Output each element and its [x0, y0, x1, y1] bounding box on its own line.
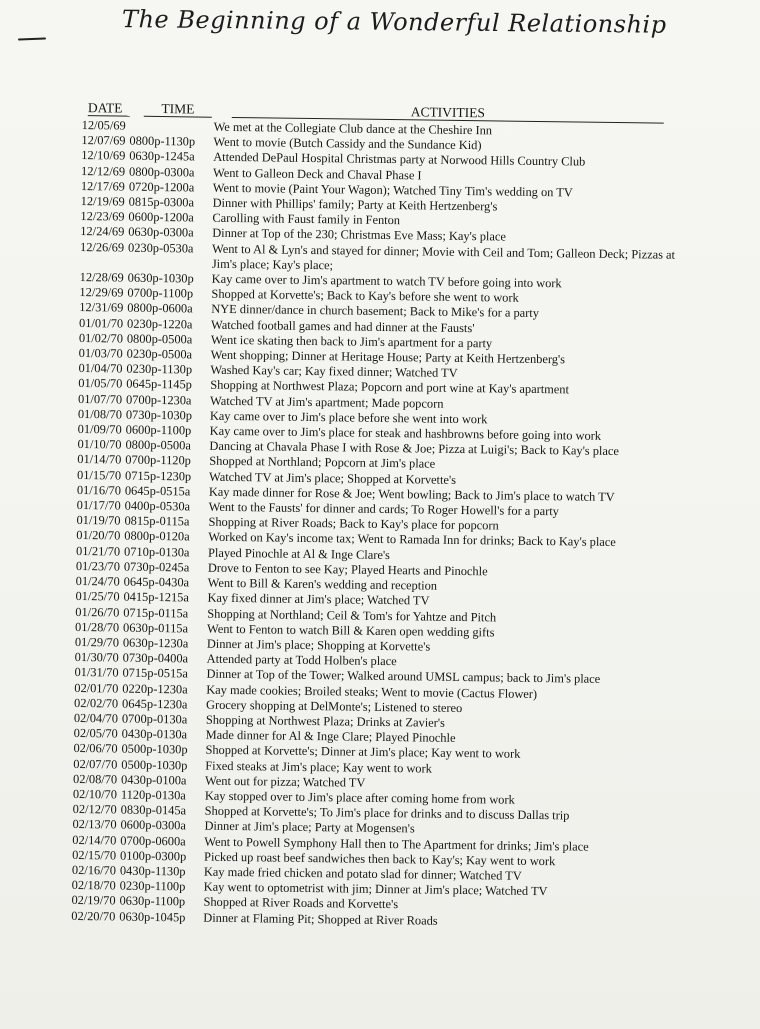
row-activity: NYE dinner/dance in church basement; Back to Mike's for a party: [211, 302, 540, 321]
row-date: 01/30/70: [74, 650, 119, 665]
row-time: 0715p-0115a: [123, 605, 189, 620]
row-activity: Went out for pizza; Watched TV: [205, 773, 366, 790]
row-time: 0700p-1230a: [125, 392, 192, 408]
row-date: 01/29/70: [74, 634, 120, 650]
row-date: 01/14/70: [77, 452, 122, 468]
row-time: 0800p-0500a: [125, 437, 191, 453]
row-activity: Went to movie (Butch Cassidy and the Sundance Kid): [213, 134, 482, 153]
row-activity: Shopped at River Roads and Korvette's: [203, 895, 399, 912]
row-time: 0645p-0515a: [124, 483, 191, 499]
row-time: 0645p-0430a: [123, 574, 190, 590]
row-date: 01/26/70: [75, 604, 120, 620]
row-date: 12/10/69: [81, 148, 126, 163]
row-date: 02/10/70: [72, 786, 118, 802]
row-date: 12/19/69: [80, 194, 125, 209]
row-activity: Went ice skating then back to Jim's apartment for a party: [210, 332, 493, 351]
row-date: 02/01/70: [74, 680, 119, 696]
row-activity: Dinner at Top of the Tower; Walked around UMSL campus; back to Jim's place: [206, 666, 601, 687]
row-activity: Watched TV at Jim's place; Shopped at Korvette's: [208, 469, 457, 487]
row-time: 0630p-0300a: [128, 225, 194, 240]
row-date: 01/17/70: [76, 498, 121, 513]
row-date: 01/19/70: [76, 513, 121, 528]
row-date: 01/02/70: [78, 330, 124, 346]
row-activity: Kay went to optometrist with jim; Dinner at Jim's place; Watched TV: [203, 879, 548, 899]
row-time: 0415p-1215a: [123, 589, 189, 605]
pen-dash-mark: [18, 38, 46, 41]
row-activity: Shopping at Northwest Plaza; Popcorn and port wine at Kay's apartment: [210, 378, 570, 397]
row-activity: Kay made cookies; Broiled steaks; Went to movie (Cactus Flower): [206, 682, 538, 701]
row-date: 02/18/70: [71, 878, 116, 893]
row-time: 0230p-1130p: [126, 361, 193, 377]
row-activity: Shopped at Korvette's; Back to Kay's before she went to work: [211, 286, 519, 305]
row-activity: Went to Galleon Deck and Chaval Phase I: [212, 165, 422, 183]
row-activity: Shopping at Northwest Plaza; Drinks at Zavier's: [205, 712, 445, 730]
row-activity: Dinner at Jim's place; Party at Mogensen's: [204, 819, 415, 836]
row-date: 02/16/70: [71, 862, 117, 878]
row-activity: Played Pinochle at Al & Inge Clare's: [207, 545, 391, 562]
row-activity: Worked on Kay's income tax; Went to Ramada Inn for drinks; Back to Kay's place: [208, 530, 616, 550]
row-time: 0815p-0300a: [128, 194, 195, 210]
row-date: 02/07/70: [73, 756, 118, 772]
row-time: 0220p-1230a: [122, 681, 188, 696]
row-activity: Kay stopped over to Jim's place after coming home from work: [204, 788, 515, 807]
row-activity: Drove to Fenton to see Kay; Played Hearts and Pinochle: [207, 560, 488, 579]
row-activity: Grocery shopping at DelMonte's; Listened to stereo: [206, 697, 463, 715]
row-date: 02/15/70: [72, 847, 117, 863]
row-time: 0645p-1230a: [122, 696, 188, 712]
activity-log: [71, 100, 702, 932]
row-activity: Washed Kay's car; Kay fixed dinner; Watched TV: [210, 362, 458, 381]
row-activity: Kay came over to Jim's place for steak and hashbrowns before going into work: [209, 423, 602, 443]
row-date: 02/19/70: [71, 893, 116, 908]
row-date: 01/24/70: [75, 574, 120, 589]
row-time: 0830p-0145a: [120, 802, 187, 818]
row-time: 0700p-0130a: [121, 711, 188, 727]
row-activity: Picked up roast beef sandwiches then back to Kay's; Kay went to work: [204, 849, 556, 869]
row-time: 0230p-0500a: [126, 346, 193, 362]
row-time: 0800p-1130p: [129, 133, 196, 149]
row-date: 01/28/70: [75, 619, 120, 635]
row-date: 02/05/70: [73, 726, 118, 741]
header-activities: ACTIVITIES: [232, 102, 664, 124]
row-date: 12/24/69: [80, 224, 125, 239]
row-date: 01/01/70: [78, 315, 124, 331]
row-time: 0700p-1120p: [125, 453, 192, 468]
row-activity: Kay came over to Jim's place before she went into work: [209, 408, 488, 427]
row-activity: Went to Bill & Karen's wedding and reception: [207, 575, 438, 593]
row-date: 01/20/70: [76, 528, 121, 544]
row-activity: Dinner at Top of the 230; Christmas Eve Mass; Kay's place: [212, 226, 506, 244]
row-activity: Fixed steaks at Jim's place; Kay went to work: [205, 758, 432, 776]
row-time: 0230p-0530a: [127, 240, 194, 256]
row-activity: Shopped at Northland; Popcorn at Jim's place: [209, 454, 436, 472]
row-date: 02/13/70: [72, 817, 117, 832]
row-date: 02/20/70: [71, 908, 116, 924]
row-time: 0630p-1245a: [129, 149, 195, 164]
row-activity: Shopping at River Roads; Back to Kay's place for popcorn: [208, 514, 499, 533]
row-date: 02/06/70: [73, 741, 118, 756]
row-time: 0430p-0100a: [121, 772, 187, 788]
row-activity: Watched TV at Jim's apartment; Made popcorn: [209, 393, 444, 411]
row-activity: Went shopping; Dinner at Heritage House; Party at Keith Hertzenberg's: [210, 347, 566, 367]
row-date: 01/15/70: [77, 467, 122, 483]
row-date: 01/05/70: [78, 376, 123, 392]
row-activity: Made dinner for Al & Inge Clare; Played Pinochle: [205, 727, 456, 746]
row-activity: Kay fixed dinner at Jim's place; Watched TV: [207, 590, 430, 608]
row-time: 0230p-1220a: [126, 316, 193, 332]
row-date: 02/04/70: [73, 710, 119, 726]
row-activity: Dinner at Jim's place; Shopping at Korvette's: [206, 636, 431, 654]
row-date: 12/29/69: [79, 285, 124, 300]
row-activity: Shopped at Korvette's; To Jim's place for drinks and to discuss Dallas trip: [204, 803, 570, 823]
row-activity: Carolling with Faust family in Fenton: [212, 210, 401, 228]
handwritten-title: The Beginning of a Wonderful Relationship: [121, 5, 667, 39]
row-activity: Dinner with Phillips' family; Party at Keith Hertzenberg's: [212, 195, 498, 214]
row-date: 12/07/69: [81, 133, 126, 148]
row-date: 12/31/69: [79, 300, 124, 315]
row-activity: Went to Fenton to watch Bill & Karen open wedding gifts: [207, 621, 495, 640]
row-time: 0630p-1100p: [119, 893, 186, 909]
row-time: 0710p-0130a: [124, 544, 190, 560]
row-time: 0730p-0245a: [123, 559, 190, 575]
row-date: 01/31/70: [74, 665, 119, 680]
row-date: 12/12/69: [80, 163, 126, 179]
row-date: 01/04/70: [78, 361, 123, 376]
header-time: TIME: [144, 101, 212, 118]
row-date: 01/10/70: [77, 437, 122, 452]
row-time: 0430p-0130a: [121, 726, 188, 742]
row-activity: Went to Powell Symphony Hall then to The Apartment for drinks; Jim's place: [204, 834, 589, 854]
row-activity: Went to the Fausts' for dinner and cards; To Roger Howell's for a party: [208, 499, 560, 519]
row-date: 12/05/69: [81, 117, 126, 133]
row-date: 01/08/70: [77, 406, 123, 422]
row-activity: Dancing at Chavala Phase I with Rose & Joe; Pizza at Luigi's; Back to Kay's place: [209, 438, 620, 459]
row-activity: Went to movie (Paint Your Wagon); Watched Tiny Tim's wedding on TV: [212, 180, 573, 200]
row-date: 12/26/69: [79, 239, 125, 255]
row-time: 0600p-0300a: [120, 817, 186, 833]
row-time: 0720p-1200a: [128, 179, 195, 195]
row-activity: Watched football games and had dinner at the Fausts': [210, 317, 475, 335]
row-time: 0600p-1100p: [125, 422, 192, 438]
row-time: 0700p-1100p: [127, 285, 194, 301]
row-time: 0800p-0300a: [128, 164, 195, 180]
row-date: 02/02/70: [74, 695, 119, 711]
row-activity: Dinner at Flaming Pit; Shopped at River Roads: [203, 910, 438, 928]
row-date: 02/14/70: [72, 832, 117, 848]
header-date: DATE: [88, 100, 130, 117]
row-time: [130, 119, 214, 135]
row-time: 0400p-0530a: [124, 498, 191, 514]
row-time: 0500p-1030p: [121, 741, 188, 757]
row-activity: Went to Al & Lyn's and stayed for dinner; Movie with Ceil and Tom; Galleon Deck; Pizzas at Jim's place; Kay's place;: [211, 241, 676, 273]
row-time: 0730p-0400a: [122, 650, 189, 666]
row-date: 12/23/69: [80, 209, 125, 224]
row-activity: Attended party at Todd Holben's place: [206, 651, 397, 669]
row-time: 0800p-0120a: [124, 529, 190, 544]
row-time: 0700p-0600a: [120, 833, 186, 848]
row-date: 01/09/70: [77, 422, 122, 437]
row-date: 02/08/70: [73, 771, 118, 787]
row-date: 02/12/70: [72, 802, 117, 817]
row-time: 0715p-0515a: [122, 665, 188, 681]
row-time: 0100p-0300p: [120, 848, 187, 864]
row-date: 01/16/70: [76, 482, 122, 498]
row-time: 0630p-0115a: [123, 620, 189, 636]
row-time: 0730p-1030p: [125, 407, 193, 423]
row-date: 12/17/69: [80, 178, 126, 194]
row-time: 0715p-1230p: [124, 468, 192, 484]
row-date: 01/25/70: [75, 589, 120, 604]
row-date: 01/23/70: [75, 558, 121, 574]
row-date: 01/21/70: [76, 543, 121, 559]
row-activity: Attended DePaul Hospital Christmas party at Norwood Hills Country Club: [213, 150, 586, 169]
row-date: 12/28/69: [79, 270, 124, 285]
row-activity: Kay came over to Jim's apartment to watch TV before going into work: [211, 271, 562, 291]
row-time: 1120p-0130a: [120, 787, 186, 803]
row-time: 0630p-1045p: [119, 909, 186, 924]
row-date: 01/07/70: [77, 391, 123, 407]
row-date: 01/03/70: [78, 346, 123, 361]
row-time: 0815p-0115a: [124, 513, 190, 529]
log-rows: [71, 118, 701, 932]
row-activity: We met at the Collegiate Club dance at the Cheshire Inn: [213, 119, 493, 138]
row-time: 0645p-1145p: [126, 377, 192, 392]
row-time: 0600p-1200a: [128, 209, 194, 225]
row-activity: Kay made dinner for Rose & Joe; Went bowling; Back to Jim's place to watch TV: [208, 484, 615, 504]
row-time: 0430p-1130p: [119, 863, 186, 879]
row-activity: Kay made fried chicken and potato slad for dinner; Watched TV: [203, 864, 522, 883]
row-activity: Shopped at Korvette's; Dinner at Jim's place; Kay went to work: [205, 743, 521, 762]
row-activity: Shopping at Northland; Ceil & Tom's for Yahtze and Pitch: [207, 606, 497, 624]
row-time: 0630p-1230a: [122, 635, 189, 651]
row-time: 0500p-1030p: [121, 757, 188, 772]
row-time: 0800p-0600a: [127, 301, 193, 316]
row-time: 0230p-1100p: [119, 878, 186, 894]
row-time: 0800p-0500a: [126, 331, 193, 347]
row-time: 0630p-1030p: [127, 270, 194, 286]
